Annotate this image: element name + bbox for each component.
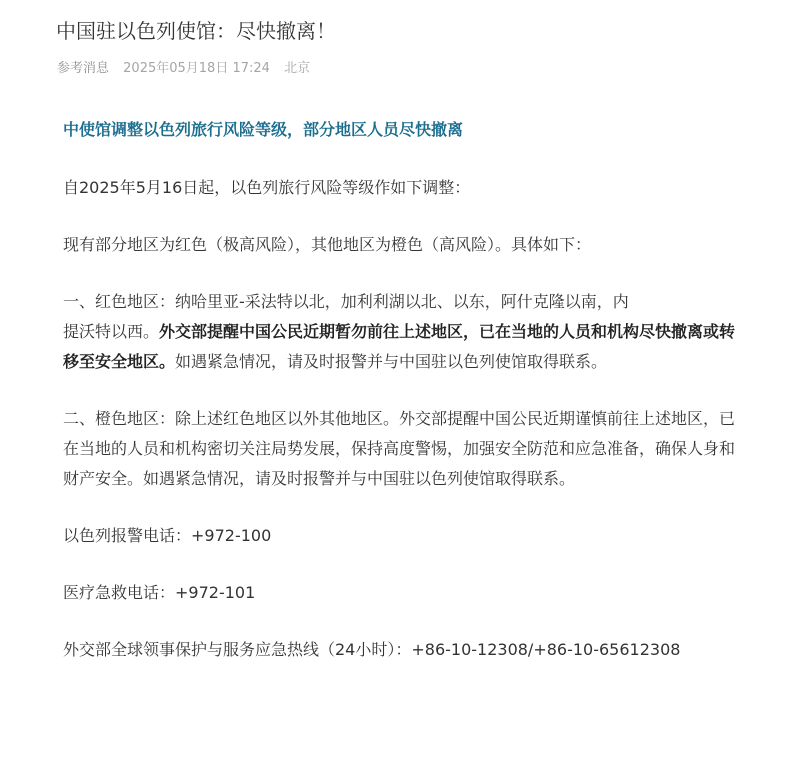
paragraph-orange-zone: 二、橙色地区：除上述红色地区以外其他地区。外交部提醒中国公民近期谨慎前往上述地区，已在当地的人员和机构密切关注局势发展，保持高度警惕，加强安全防范和应急准备，确保人身和财产安全。如遇紧急情况，请及时报警并与中国驻以色列使馆取得联系。 <box>63 409 736 488</box>
article-body <box>63 116 743 692</box>
red-zone-contact: 如遇紧急情况，请及时报警并与中国驻以色列使馆取得联系。 <box>175 352 608 371</box>
red-zone-area: 提沃特以西。 <box>63 322 160 341</box>
article-location: 北京 <box>284 61 311 76</box>
paragraph-effective-date: 自2025年5月16日起，以色列旅行风险等级作如下调整： <box>63 178 471 197</box>
article-subheading: 中使馆调整以色列旅行风险等级，部分地区人员尽快撤离 <box>63 120 464 139</box>
article-time: 2025年05月18日 17:24 <box>123 61 270 76</box>
article-meta <box>57 58 310 80</box>
paragraph-hotline: 外交部全球领事保护与服务应急热线（24小时）：+86-10-12308/+86-10-65612308 <box>63 640 681 659</box>
paragraph-overview: 现有部分地区为红色（极高风险），其他地区为橙色（高风险）。具体如下： <box>63 235 592 254</box>
red-zone-line-1: 一、红色地区：纳哈里亚-采法特以北，加利利湖以北、以东，阿什克隆以南，内 <box>63 292 629 311</box>
paragraph-medical-phone: 医疗急救电话：+972-101 <box>63 583 256 602</box>
article-title: 中国驻以色列使馆：尽快撤离！ <box>56 19 336 43</box>
paragraph-police-phone: 以色列报警电话：+972-100 <box>63 526 272 545</box>
red-zone-warning: 外交部提醒中国公民近期暂勿前往上述地区，已在当地的人员和机构尽快撤离或转移至安全地区。 <box>63 322 736 371</box>
paragraph-red-zone <box>63 287 743 377</box>
article-source[interactable]: 参考消息 <box>57 61 110 76</box>
